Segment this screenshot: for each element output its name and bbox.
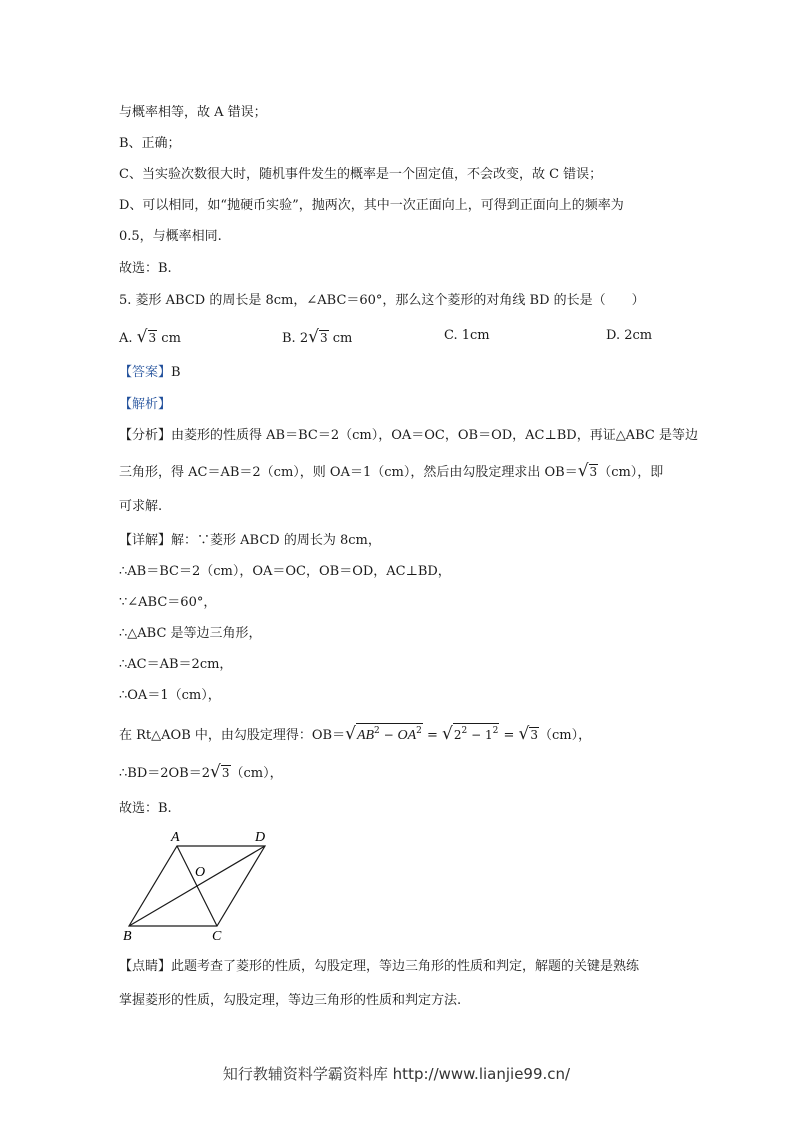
sqrt-symbol: √ $2^2 - 1^2$ <box>442 724 499 744</box>
option-b: B. 2 √ 3 cm <box>282 327 353 347</box>
option-c: C. 1cm <box>444 328 490 343</box>
diagonal-bd <box>129 846 265 926</box>
prev-line-3: C、当实验次数很大时，随机事件发生的概率是一个固定值，不会改变，故 C 错误； <box>119 167 603 182</box>
detail-line-7: 在 Rt△AOB 中，由勾股定理得：OB＝ √ $AB^2 - OA^2$ = √ $2^2 - 1^2$ = √ 3 （cm）， <box>119 724 592 744</box>
rhombus-figure <box>115 826 285 946</box>
prev-line-5: 0.5，与概率相同. <box>119 229 222 244</box>
footer-link[interactable]: 知行教辅资料学霸资料库 http://www.lianjie99.cn/ <box>222 1065 571 1083</box>
option-a-label: A. <box>119 331 133 346</box>
detail-tag: 【详解】 <box>119 533 172 548</box>
fenxi-line-2: 三角形，得 AC＝AB＝2（cm），则 OA＝1（cm），然后由勾股定理求出 OB＝ √ 3 （cm），即 <box>119 461 664 481</box>
prev-line-6: 故选：B. <box>119 261 172 276</box>
answer-tag: 【答案】 <box>119 365 172 380</box>
detail-line-4: ∴△ABC 是等边三角形， <box>119 626 262 641</box>
option-d: D. 2cm <box>606 328 653 343</box>
vertex-c-label: C <box>212 929 222 944</box>
option-a: A. √ 3 cm <box>119 327 181 347</box>
detail-line-5: ∴AC＝AB＝2cm， <box>119 657 233 672</box>
detail-line-3: ∵∠ABC＝60°， <box>119 595 217 610</box>
prev-line-2: B、正确； <box>119 136 181 151</box>
dianjing-line-1: 【点睛】此题考查了菱形的性质，勾股定理，等边三角形的性质和判定，解题的关键是熟练 <box>119 959 640 974</box>
sqrt-symbol: √ 3 <box>210 762 230 782</box>
vertex-a-label: A <box>171 830 180 845</box>
detail-line-8: ∴BD＝2OB＝2 √ 3 （cm）， <box>119 762 283 782</box>
detail-line-1: 【详解】解：∵菱形 ABCD 的周长为 8cm， <box>119 533 381 548</box>
fenxi-tag: 【分析】 <box>119 428 172 443</box>
analysis-tag: 【解析】 <box>119 397 172 412</box>
sqrt-symbol: √ 3 <box>308 327 328 347</box>
prev-line-1: 与概率相等，故 A 错误； <box>119 105 267 120</box>
vertex-d-label: D <box>255 830 266 845</box>
detail-line-6: ∴OA＝1（cm）， <box>119 688 221 703</box>
answer-value: B <box>171 365 181 380</box>
prev-line-4: D、可以相同，如“抛硬币实验”，抛两次，其中一次正面向上，可得到正面向上的频率为 <box>119 198 624 213</box>
sqrt-symbol: √ $AB^2 - OA^2$ <box>345 724 422 744</box>
answer-line <box>119 364 181 382</box>
vertex-b-label: B <box>123 929 132 944</box>
sqrt-symbol: √ 3 <box>518 724 538 744</box>
fenxi-line-1: 【分析】由菱形的性质得 AB＝BC＝2（cm），OA＝OC，OB＝OD，AC⊥BD，再证△ABC 是等边 <box>119 428 698 443</box>
fenxi-line-3: 可求解. <box>119 499 163 514</box>
center-o-label: O <box>195 865 206 880</box>
detail-line-2: ∴AB＝BC＝2（cm），OA＝OC，OB＝OD，AC⊥BD， <box>119 564 451 579</box>
sqrt-symbol: √ 3 <box>577 461 598 481</box>
dianjing-tag: 【点睛】 <box>119 959 172 974</box>
sqrt-symbol: √ 3 <box>136 327 157 347</box>
question-stem: 5. 菱形 ABCD 的周长是 8cm，∠ABC＝60°，那么这个菱形的对角线 BD 的长是（ ） <box>119 293 645 308</box>
detail-line-9: 故选：B. <box>119 801 172 816</box>
dianjing-line-2: 掌握菱形的性质，勾股定理，等边三角形的性质和判定方法. <box>119 993 462 1008</box>
